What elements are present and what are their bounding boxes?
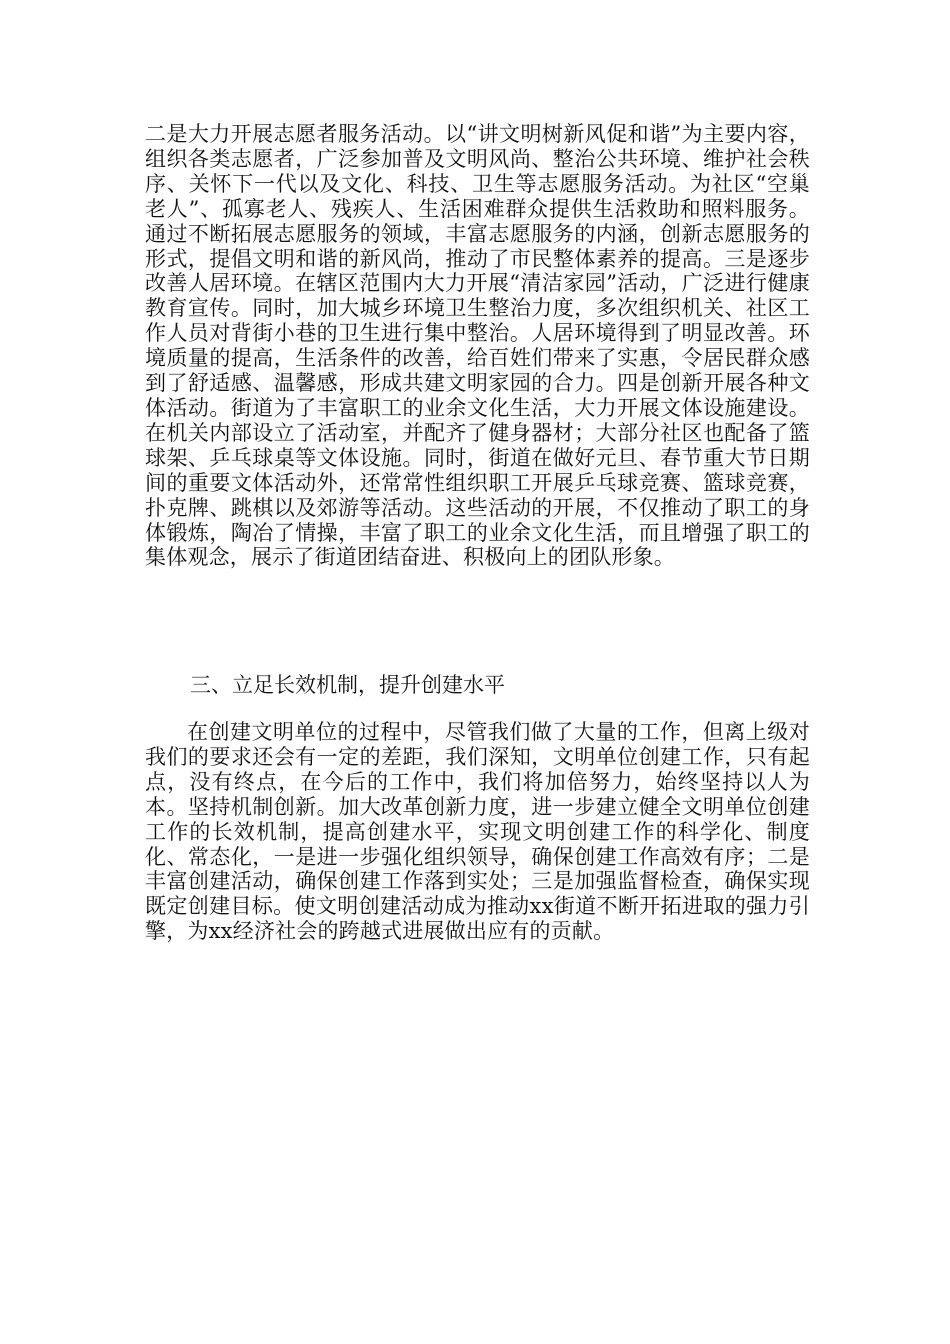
body-paragraph-civilization-creation: 在创建文明单位的过程中，尽管我们做了大量的工作，但离上级对我们的要求还会有一定的差距，我们深知，文明单位创建工作，只有起点，没有终点，在今后的工作中，我们将加倍努力，始终坚持以人为本。坚持机制创新。加大改革创新力度，进一步建立健全文明单位创建工作的长效机制，提高创建水平，实现文明创建工作的科学化、制度化、常态化，一是进一步强化组织领导，确保创建工作高效有序；二是丰富创建活动，确保创建工作落到实处；三是加强监督检查，确保实现既定创建目标。使文明创建活动成为推动xx街道不断开拓进取的强力引擎，为xx经济社会的跨越式进展做出应有的贡献。 (145, 720, 810, 944)
section-heading-long-term-mechanism: 三、立足长效机制，提升创建水平 (190, 673, 505, 697)
body-paragraph-volunteer-services: 二是大力开展志愿者服务活动。以“讲文明树新风促和谐”为主要内容，组织各类志愿者，广泛参加普及文明风尚、整治公共环境、维护社会秩序、关怀下一代以及文化、科技、卫生等志愿服务活动。为社区“空巢老人”、孤寡老人、残疾人、生活困难群众提供生活救助和照料服务。通过不断拓展志愿服务的领域，丰富志愿服务的内涵，创新志愿服务的形式，提倡文明和谐的新风尚，推动了市民整体素养的提高。三是逐步改善人居环境。在辖区范围内大力开展“清洁家园”活动，广泛进行健康教育宣传。同时，加大城乡环境卫生整治力度，多次组织机关、社区工作人员对背街小巷的卫生进行集中整治。人居环境得到了明显改善。环境质量的提高，生活条件的改善，给百姓们带来了实惠，令居民群众感到了舒适感、温馨感，形成共建文明家园的合力。四是创新开展各种文体活动。街道为了丰富职工的业余文化生活，大力开展文体设施建设。在机关内部设立了活动室，并配齐了健身器材；大部分社区也配备了篮球架、乒乓球桌等文体设施。同时，街道在做好元旦、春节重大节日期间的重要文体活动外，还常常性组织职工开展乒乓球竞赛、篮球竞赛，扑克牌、跳棋以及郊游等活动。这些活动的开展，不仅推动了职工的身体锻炼，陶冶了情操，丰富了职工的业余文化生活，而且增强了职工的集体观念，展示了街道团结奋进、积极向上的团队形象。 (145, 122, 810, 570)
